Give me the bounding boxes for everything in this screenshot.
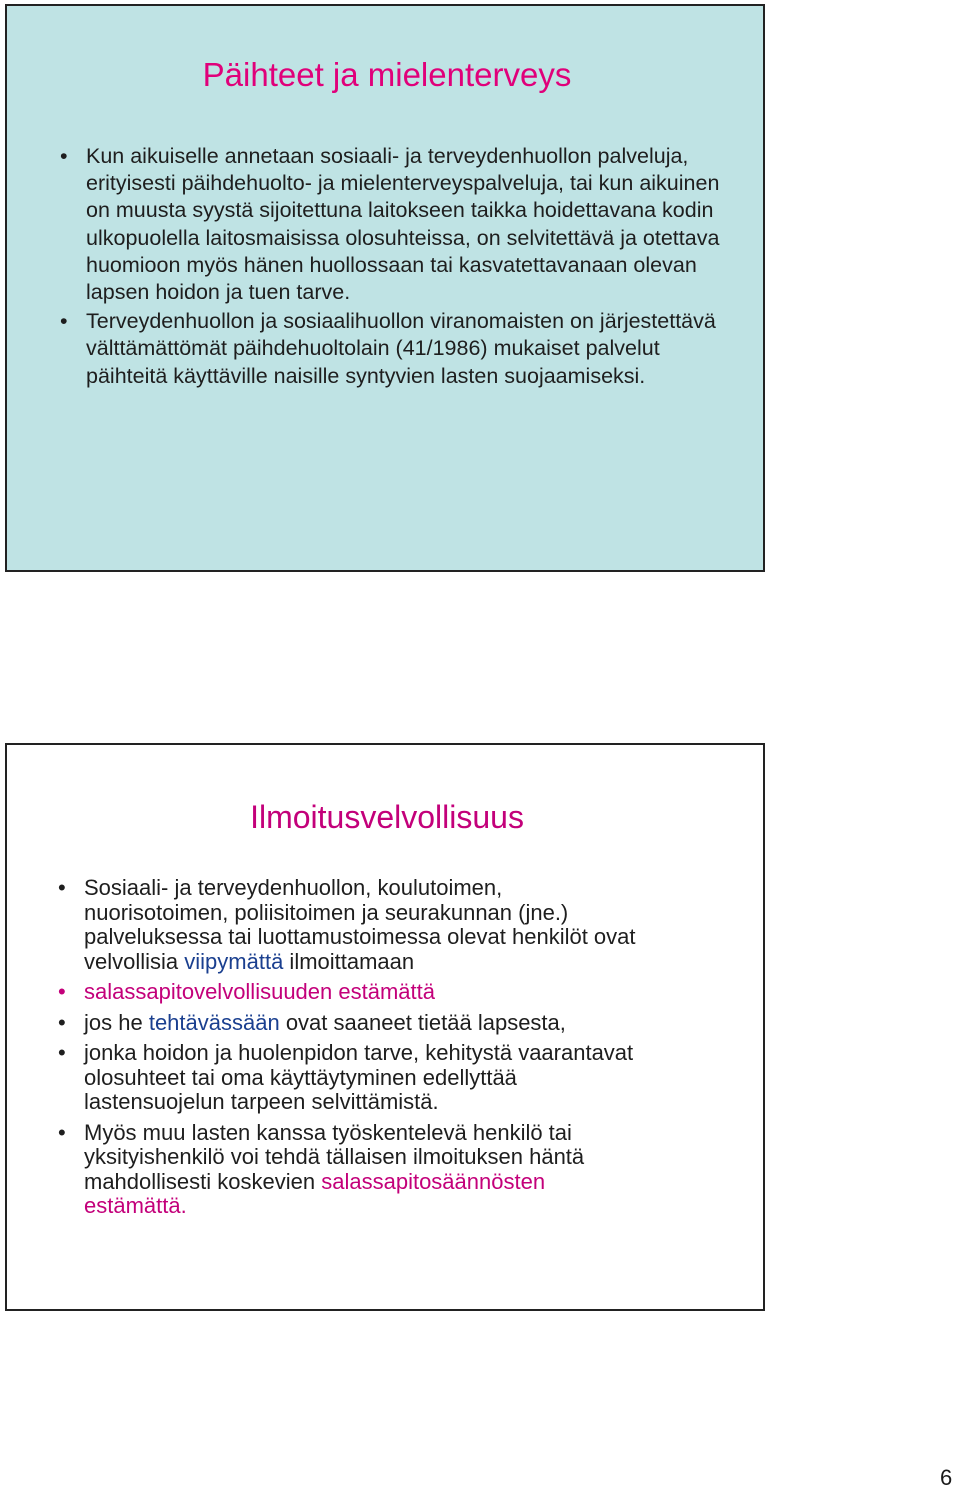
highlight-text: viipymättä bbox=[184, 948, 284, 974]
page-number: 6 bbox=[940, 1465, 953, 1490]
bullet-text: Sosiaali- ja terveydenhuollon, koulutoimen, bbox=[84, 875, 503, 900]
bullet-text: mahdollisesti koskevien bbox=[84, 1168, 322, 1194]
bullet-text: nuorisotoimen, poliisitoimen ja seurakunnan (jne.) bbox=[84, 899, 569, 925]
bullet-item bbox=[55, 1041, 745, 1115]
bullet-text: jos he bbox=[84, 1009, 149, 1035]
highlight-text: salassapitosäännösten bbox=[321, 1168, 546, 1194]
bullet-text: ovat saaneet tietää lapsesta, bbox=[279, 1009, 566, 1035]
slide-title: Ilmoitusvelvollisuus bbox=[250, 799, 524, 835]
bullet-text: velvollisia bbox=[84, 948, 185, 974]
bullet-item bbox=[55, 980, 745, 1005]
slide-ilmoitusvelvollisuus bbox=[5, 743, 765, 1311]
bullet-list bbox=[57, 143, 737, 390]
highlight-text: salassapitovelvollisuuden estämättä bbox=[84, 979, 435, 1004]
slide-title: Päihteet ja mielenterveys bbox=[202, 56, 572, 93]
bullet-text: jonka hoidon ja huolenpidon tarve, kehitystä vaarantavat bbox=[84, 1040, 634, 1065]
bullet-text: ilmoittamaan bbox=[283, 948, 415, 974]
bullet-text: Myös muu lasten kanssa työskentelevä henkilö tai bbox=[84, 1119, 572, 1145]
bullet-text: yksityishenkilö voi tehdä tällaisen ilmoituksen häntä bbox=[84, 1144, 585, 1169]
slide-paihteet bbox=[5, 4, 765, 572]
highlight-text: estämättä. bbox=[84, 1193, 187, 1218]
highlight-text: tehtävässään bbox=[148, 1009, 280, 1035]
bullet-item: • Kun aikuiselle annetaan sosiaali- ja terveydenhuollon palveluja, erityisesti päihdehuolto- ja mielenterveyspalveluja, tai kun aikuinen on muusta syystä sijoitettuna laitokseen taikka hoidettavana kodin ulkopuolella laitosmaisissa olosuhteissa, on selvitettävä ja otettava huomioon myös hänen huollossaan tai kasvatettavanaan olevan lapsen hoidon ja tuen tarve. bbox=[57, 143, 737, 306]
bullet-text: palveluksessa tai luottamustoimessa olevat henkilöt ovat bbox=[84, 924, 636, 949]
bullet-text: olosuhteet tai oma käyttäytyminen edellyttää bbox=[84, 1064, 517, 1090]
bullet-item bbox=[55, 1121, 745, 1219]
bullet-list bbox=[55, 876, 745, 1219]
bullet-text: lastensuojelun tarpeen selvittämistä. bbox=[84, 1089, 439, 1114]
bullet-item: • Terveydenhuollon ja sosiaalihuollon viranomaisten on järjestettävä välttämättömät päihdehuoltolain (41/1986) mukaiset palvelut päihteitä käyttäville naisille syntyvien lasten suojaamiseksi. bbox=[57, 308, 737, 390]
bullet-item bbox=[55, 876, 745, 974]
bullet-item bbox=[55, 1011, 745, 1036]
